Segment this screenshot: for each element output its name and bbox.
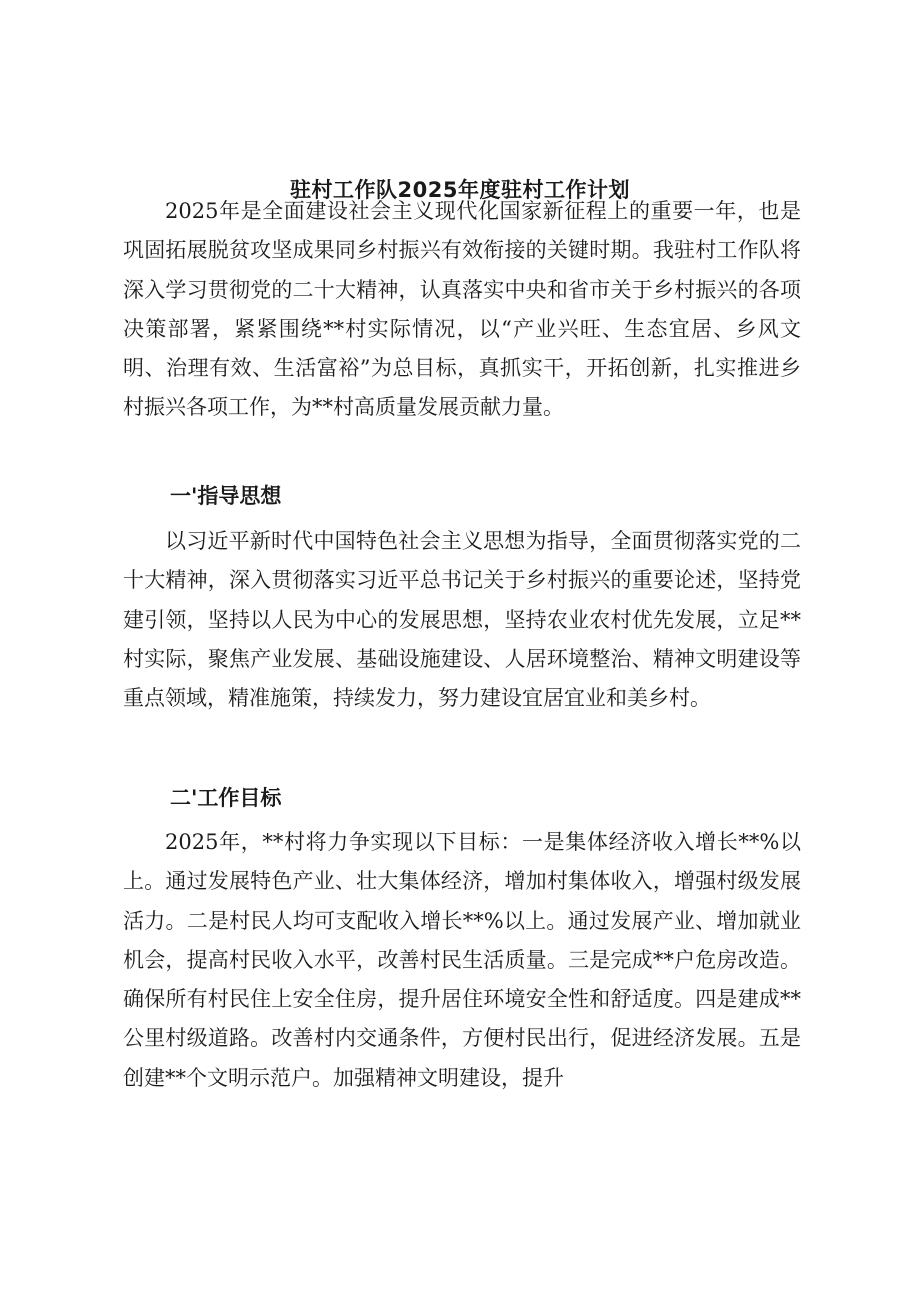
section-heading-work-goals: 二'工作目标 <box>170 786 282 810</box>
work-goals-paragraph: 2025年，**村将力争实现以下目标：一是集体经济收入增长**%以上。通过发展特色产业、壮大集体经济，增加村集体收入，增强村级发展活力。二是村民人均可支配收入增长**%以上。通过发展产业、增加就业机会，提高村民收入水平，改善村民生活质量。三是完成**户危房改造。确保所有村民住上安全住房，提升居住环境安全性和舒适度。四是建成**公里村级道路。改善村内交通条件，方便村民出行，促进经济发展。五是创建**个文明示范户。加强精神文明建设，提升 <box>123 830 801 1090</box>
intro-paragraph: 2025年是全面建设社会主义现代化国家新征程上的重要一年，也是巩固拓展脱贫攻坚成果同乡村振兴有效衔接的关键时期。我驻村工作队将深入学习贯彻党的二十大精神，认真落实中央和省市关于乡村振兴的各项决策部署，紧紧围绕**村实际情况，以“产业兴旺、生态宜居、乡风文明、治理有效、生活富裕”为总目标，真抓实干，开拓创新，扎实推进乡村振兴各项工作，为**村高质量发展贡献力量。 <box>123 199 801 420</box>
section-heading-guiding-ideology: 一'指导思想 <box>170 484 282 508</box>
guiding-ideology-paragraph: 以习近平新时代中国特色社会主义思想为指导，全面贯彻落实党的二十大精神，深入贯彻落实习近平总书记关于乡村振兴的重要论述，坚持党建引领，坚持以人民为中心的发展思想，坚持农业农村优先发展，立足**村实际，聚焦产业发展、基础设施建设、人居环境整治、精神文明建设等重点领域，精准施策，持续发力，努力建设宜居宜业和美乡村。 <box>123 529 801 711</box>
document-title: 驻村工作队2025年度驻村工作计划 <box>290 178 630 202</box>
